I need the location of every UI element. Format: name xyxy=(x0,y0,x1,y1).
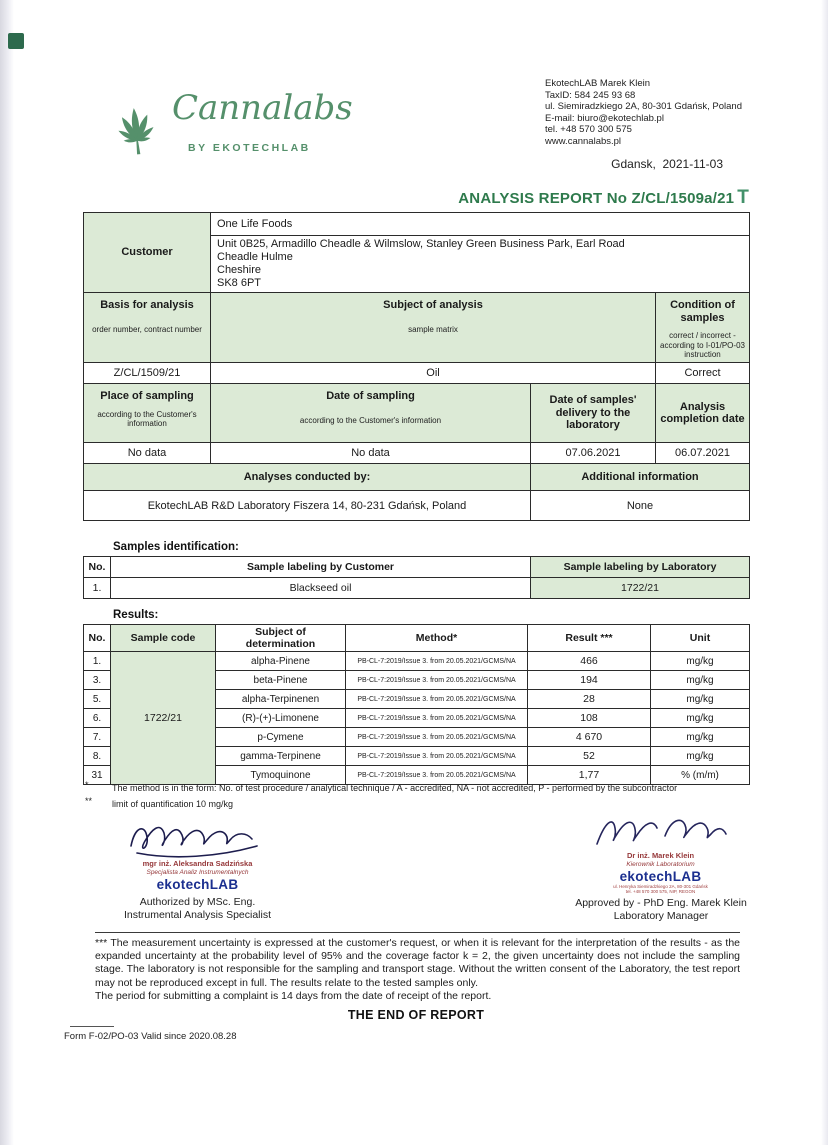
results-heading: Results: xyxy=(113,609,159,621)
approved-line2: Laboratory Manager xyxy=(613,910,709,922)
completion-header: Analysis completion date xyxy=(656,384,750,443)
result-no: 3. xyxy=(84,671,111,690)
results-col-code: Sample code xyxy=(111,625,216,652)
sample-no: 1. xyxy=(84,578,111,599)
result-no: 8. xyxy=(84,747,111,766)
address-line: Unit 0B25, Armadillo Cheadle & Wilmslow, Stanley Green Business Park, Earl Road xyxy=(217,238,625,250)
complaint-period-note: The period for submitting a complaint is 14 days from the date of receipt of the report. xyxy=(95,989,492,1002)
cannabis-leaf-icon xyxy=(108,106,166,164)
address-line: SK8 6PT xyxy=(217,277,262,289)
result-value: 28 xyxy=(528,690,651,709)
result-subject: (R)-(+)-Limonene xyxy=(216,709,346,728)
sample-lab-label: 1722/21 xyxy=(531,578,750,599)
stamp-name-right: Dr inż. Marek Klein xyxy=(626,851,695,860)
result-unit: % (m/m) xyxy=(651,766,750,785)
stamp-contact-small: tel. +48 570 300 575, NIP, REGON xyxy=(625,889,696,894)
sample-customer-label: Blackseed oil xyxy=(111,578,531,599)
result-unit: mg/kg xyxy=(651,652,750,671)
result-unit: mg/kg xyxy=(651,690,750,709)
disclaimer-paragraph: *** The measurement uncertainty is expressed at the customer's request, or when it is relevant for the interpretation of the results - as the expanded uncertainty at the probability level of 95% and the coverage factor k = 2, the given uncertainty does not include the sampling stage. The laboratory is not responsible for the sampling and transport stage. Without the written consent of the Laboratory, the test report may not be reproduced except in full. The results relate to the tested samples only. xyxy=(95,937,740,989)
additional-header: Additional information xyxy=(531,464,750,491)
lab-phone: tel. +48 570 300 575 xyxy=(545,124,632,136)
result-method: PB-CL-7:2019/Issue 3. from 20.05.2021/GCMS/NA xyxy=(346,690,528,709)
footnote-method: The method is in the form: No. of test procedure / analytical technique / A - accredited, NA - not accredited, P - performed by the subcontractor xyxy=(112,783,678,793)
result-value: 466 xyxy=(528,652,651,671)
result-method: PB-CL-7:2019/Issue 3. from 20.05.2021/GCMS/NA xyxy=(346,652,528,671)
result-subject: alpha-Pinene xyxy=(216,652,346,671)
lab-taxid: TaxID: 584 245 93 68 xyxy=(545,89,636,101)
place-label: Place of sampling xyxy=(100,390,194,402)
result-value: 1,77 xyxy=(528,766,651,785)
stamp-role-left: Specjalista Analiz Instrumentalnych xyxy=(146,868,249,876)
lab-website: www.cannalabs.pl xyxy=(545,135,622,147)
condition-subtext: correct / incorrect - according to I-01/PO-03 instruction xyxy=(660,331,745,359)
result-subject: gamma-Terpinene xyxy=(216,747,346,766)
stamp-role-right: Kierownik Laboratorium xyxy=(626,860,695,868)
sampling-value: No data xyxy=(211,443,531,464)
report-title xyxy=(83,187,749,209)
scan-edge-left xyxy=(0,0,14,1145)
results-col-result: Result *** xyxy=(528,625,651,652)
signature-ink-left xyxy=(123,816,273,860)
result-unit: mg/kg xyxy=(651,671,750,690)
report-title-text: ANALYSIS REPORT No Z/CL/1509a/21 xyxy=(458,190,735,207)
result-value: 194 xyxy=(528,671,651,690)
approved-caption xyxy=(552,897,770,923)
samples-col-customer: Sample labeling by Customer xyxy=(111,557,531,578)
sampling-subtext: according to the Customer's information xyxy=(299,415,442,425)
stamp-name-left: mgr inż. Aleksandra Sadzińska xyxy=(142,859,253,868)
basis-header xyxy=(84,293,211,363)
result-subject: alpha-Terpinenen xyxy=(216,690,346,709)
result-method: PB-CL-7:2019/Issue 3. from 20.05.2021/GCMS/NA xyxy=(346,747,528,766)
basis-label: Basis for analysis xyxy=(100,299,194,311)
additional-value: None xyxy=(531,491,750,521)
results-col-subject: Subject of determination xyxy=(216,625,346,652)
place-header xyxy=(84,384,211,443)
basis-value: Z/CL/1509/21 xyxy=(84,363,211,384)
form-reference: Form F-02/PO-03 Valid since 2020.08.28 xyxy=(64,1031,237,1042)
result-no: 7. xyxy=(84,728,111,747)
delivery-value: 07.06.2021 xyxy=(531,443,656,464)
footnote-loq: limit of quantification 10 mg/kg xyxy=(112,799,234,809)
sampling-header xyxy=(211,384,531,443)
disclaimer xyxy=(95,932,740,1003)
result-method: PB-CL-7:2019/Issue 3. from 20.05.2021/GCMS/NA xyxy=(346,709,528,728)
samples-table xyxy=(83,556,750,599)
result-value: 108 xyxy=(528,709,651,728)
authorized-line1: Authorized by MSc. Eng. xyxy=(139,896,256,908)
address-line: Cheshire xyxy=(217,264,262,276)
customer-label: Customer xyxy=(84,213,211,293)
customer-address xyxy=(211,236,750,293)
subject-label: Subject of analysis xyxy=(383,299,483,311)
place-value: No data xyxy=(84,443,211,464)
footnote-marker: ** xyxy=(85,796,93,806)
result-method: PB-CL-7:2019/Issue 3. from 20.05.2021/GCMS/NA xyxy=(346,766,528,785)
result-value: 4 670 xyxy=(528,728,651,747)
condition-value: Correct xyxy=(656,363,750,384)
place-subtext: according to the Customer's information xyxy=(97,409,197,428)
signature-block-right xyxy=(558,810,763,895)
result-unit: mg/kg xyxy=(651,709,750,728)
lab-name: EkotechLAB Marek Klein xyxy=(545,78,651,89)
results-table xyxy=(83,624,750,785)
approved-line1: Approved by - PhD Eng. Marek Klein xyxy=(575,897,747,909)
subject-subtext: sample matrix xyxy=(408,324,458,334)
conducted-value: EkotechLAB R&D Laboratory Fiszera 14, 80-231 Gdańsk, Poland xyxy=(84,491,531,521)
authorized-line2: Instrumental Analysis Specialist xyxy=(123,909,272,921)
city-and-date: Gdansk, 2021-11-03 xyxy=(611,157,723,171)
result-subject: Tymoquinone xyxy=(216,766,346,785)
samples-heading: Samples identification: xyxy=(113,541,239,553)
result-value: 52 xyxy=(528,747,651,766)
signature-ink-right xyxy=(591,810,731,852)
scan-edge-right xyxy=(821,0,828,1145)
lab-address: ul. Siemiradzkiego 2A, 80-301 Gdańsk, Poland xyxy=(545,101,742,113)
result-unit: mg/kg xyxy=(651,728,750,747)
brand-tagline: BY EKOTECHLAB xyxy=(188,142,311,154)
signature-block-left xyxy=(100,816,295,892)
result-sample-code: 1722/21 xyxy=(111,652,216,785)
samples-col-lab: Sample labeling by Laboratory xyxy=(531,557,750,578)
result-method: PB-CL-7:2019/Issue 3. from 20.05.2021/GCMS/NA xyxy=(346,728,528,747)
address-line: Cheadle Hulme xyxy=(217,251,293,263)
samples-row xyxy=(84,578,750,599)
result-no: 5. xyxy=(84,690,111,709)
basis-subtext: order number, contract number xyxy=(92,324,202,334)
result-method: PB-CL-7:2019/Issue 3. from 20.05.2021/GCMS/NA xyxy=(346,671,528,690)
end-of-report: THE END OF REPORT xyxy=(347,1008,485,1022)
result-subject: p-Cymene xyxy=(216,728,346,747)
result-row xyxy=(84,652,750,671)
lab-email: E-mail: biuro@ekotechlab.pl xyxy=(545,112,664,124)
report-title-suffix: T xyxy=(737,187,749,208)
sampling-label: Date of sampling xyxy=(326,390,415,402)
ekotechlab-stamp-logo: ekotechLAB xyxy=(619,868,702,884)
customer-name: One Life Foods xyxy=(211,213,750,236)
condition-label: Condition of samples xyxy=(670,299,735,324)
conducted-header: Analyses conducted by: xyxy=(84,464,531,491)
brand-name: Cannalabs xyxy=(172,88,353,128)
footer-divider xyxy=(70,1026,114,1027)
results-col-unit: Unit xyxy=(651,625,750,652)
subject-header xyxy=(211,293,656,363)
condition-header xyxy=(656,293,750,363)
result-no: 6. xyxy=(84,709,111,728)
report-info-table xyxy=(83,212,750,521)
completion-value: 06.07.2021 xyxy=(656,443,750,464)
lab-contact-block xyxy=(545,78,742,148)
result-subject: beta-Pinene xyxy=(216,671,346,690)
result-no: 1. xyxy=(84,652,111,671)
stamp-address-small: ul. Henryka Siemiradzkiego 2A, 80-301 Gdańsk xyxy=(613,883,708,889)
authorized-caption xyxy=(95,896,300,922)
result-unit: mg/kg xyxy=(651,747,750,766)
delivery-header: Date of samples' delivery to the laboratory xyxy=(531,384,656,443)
subject-value: Oil xyxy=(211,363,656,384)
results-col-method: Method* xyxy=(346,625,528,652)
corner-marker xyxy=(8,33,24,49)
ekotechlab-stamp-logo: ekotechLAB xyxy=(156,876,239,892)
samples-col-no: No. xyxy=(84,557,111,578)
result-no: 31 xyxy=(84,766,111,785)
footnote-marker: * xyxy=(85,780,89,790)
results-col-no: No. xyxy=(84,625,111,652)
